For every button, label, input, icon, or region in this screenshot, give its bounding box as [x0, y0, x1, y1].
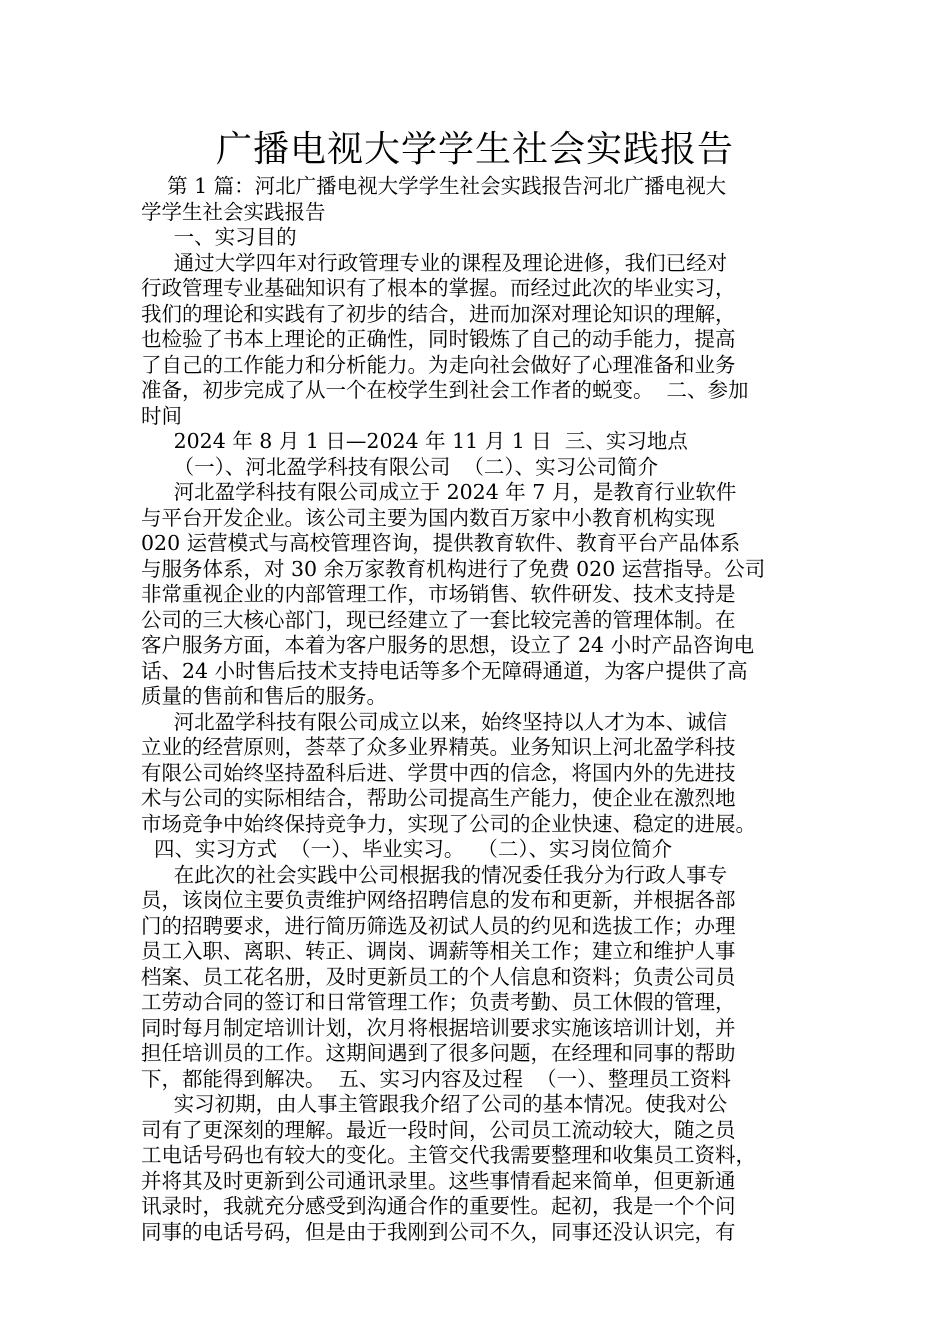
text-line: （一）、河北盈学科技有限公司 （二）、实习公司简介 [141, 454, 659, 479]
text-line: 司有了更深刻的理解。最近一段时间，公司员工流动较大，随之员 [141, 1117, 736, 1142]
text-line: 同时每月制定培训计划，次月将根据培训要求实施该培训计划，并 [141, 1015, 736, 1040]
text-line: 与服务体系，对 30 余万家教育机构进行了免费 020 运营指导。公司 [141, 556, 766, 581]
text-line: 第 1 篇：河北广播电视大学学生社会实践报告河北广播电视大 [141, 174, 727, 198]
text-line: 公司的三大核心部门，现已经建立了一套比较完善的管理体制。在 [141, 607, 736, 632]
text-line: 了自己的工作能力和分析能力。为走向社会做好了心理准备和业务 [141, 352, 736, 377]
text-line: 准备，初步完成了从一个在校学生到社会工作者的蜕变。 二、参加 [141, 378, 749, 402]
text-line: 工电话号码也有较大的变化。主管交代我需要整理和收集员工资料， [141, 1143, 756, 1167]
text-line: 在此次的社会实践中公司根据我的情况委任我分为行政人事专 [141, 862, 728, 887]
text-line: 员工入职、离职、转正、调岗、调薪等相关工作；建立和维护人事 [141, 939, 736, 963]
text-line: 河北盈学科技有限公司成立于 2024 年 7 月，是教育行业软件 [141, 480, 737, 504]
text-line: 同事的电话号码，但是由于我刚到公司不久，同事还没认识完，有 [141, 1219, 736, 1244]
text-line: 门的招聘要求，进行简历筛选及初试人员的约见和选拔工作；办理 [141, 913, 736, 938]
text-line: 非常重视企业的内部管理工作，市场销售、软件研发、技术支持是 [141, 582, 736, 606]
text-line: 工劳动合同的签订和日常管理工作；负责考勤、员工休假的管理， [141, 990, 736, 1014]
text-line: 员，该岗位主要负责维护网络招聘信息的发布和更新，并根据各部 [141, 888, 736, 912]
text-line: 行政管理专业基础知识有了根本的掌握。而经过此次的毕业实习， [141, 276, 736, 300]
text-line: 讯录时，我就充分感受到沟通合作的重要性。起初，我是一个个问 [141, 1194, 736, 1218]
text-line: 并将其及时更新到公司通讯录里。这些事情看起来简单，但更新通 [141, 1168, 736, 1193]
text-line: 客户服务方面，本着为客户服务的思想，设立了 24 小时产品咨询电 [141, 633, 755, 657]
text-line: 通过大学四年对行政管理专业的课程及理论进修，我们已经对 [141, 250, 728, 275]
text-line: 下，都能得到解决。 五、实习内容及过程 （一）、整理员工资料 [141, 1066, 731, 1091]
text-line: 实习初期，由人事主管跟我介绍了公司的基本情况。使我对公 [141, 1092, 728, 1116]
text-line: 有限公司始终坚持盈科后进、学贯中西的信念，将国内外的先进技 [141, 760, 736, 785]
text-line: 也检验了书本上理论的正确性，同时锻炼了自己的动手能力，提高 [141, 327, 736, 351]
text-line: 档案、员工花名册，及时更新员工的个人信息和资料；负责公司员 [141, 964, 736, 989]
text-line: 市场竞争中始终保持竞争力，实现了公司的企业快速、稳定的进展。 [141, 811, 756, 836]
text-line: 学学生社会实践报告 [141, 199, 326, 224]
text-line: 立业的经营原则，荟萃了众多业界精英。业务知识上河北盈学科技 [141, 735, 736, 759]
text-line: 四、实习方式 （一）、毕业实习。 （二）、实习岗位简介 [141, 837, 673, 861]
text-line: 话、24 小时售后技术支持电话等多个无障碍通道，为客户提供了高 [141, 658, 748, 683]
text-line: 河北盈学科技有限公司成立以来，始终坚持以人才为本、诚信 [141, 709, 728, 734]
text-line: 质量的售前和售后的服务。 [141, 684, 387, 708]
text-line: 术与公司的实际相结合，帮助公司提高生产能力，使企业在激烈地 [141, 786, 736, 810]
text-line: 时间 [141, 403, 182, 428]
text-line: 020 运营模式与高校管理咨询，提供教育软件、教育平台产品体系 [141, 531, 741, 555]
text-line: 我们的理论和实践有了初步的结合，进而加深对理论知识的理解， [141, 301, 736, 326]
text-line: 2024 年 8 月 1 日—2024 年 11 月 1 日 三、实习地点 [141, 429, 688, 453]
document-title: 广播电视大学学生社会实践报告 [215, 129, 734, 170]
text-line: 一、实习目的 [141, 225, 297, 249]
text-line: 与平台开发企业。该公司主要为国内数百万家中小教育机构实现 [141, 505, 715, 530]
document-body [141, 174, 821, 1245]
text-line: 担任培训员的工作。这期间遇到了很多问题，在经理和同事的帮助 [141, 1041, 736, 1065]
